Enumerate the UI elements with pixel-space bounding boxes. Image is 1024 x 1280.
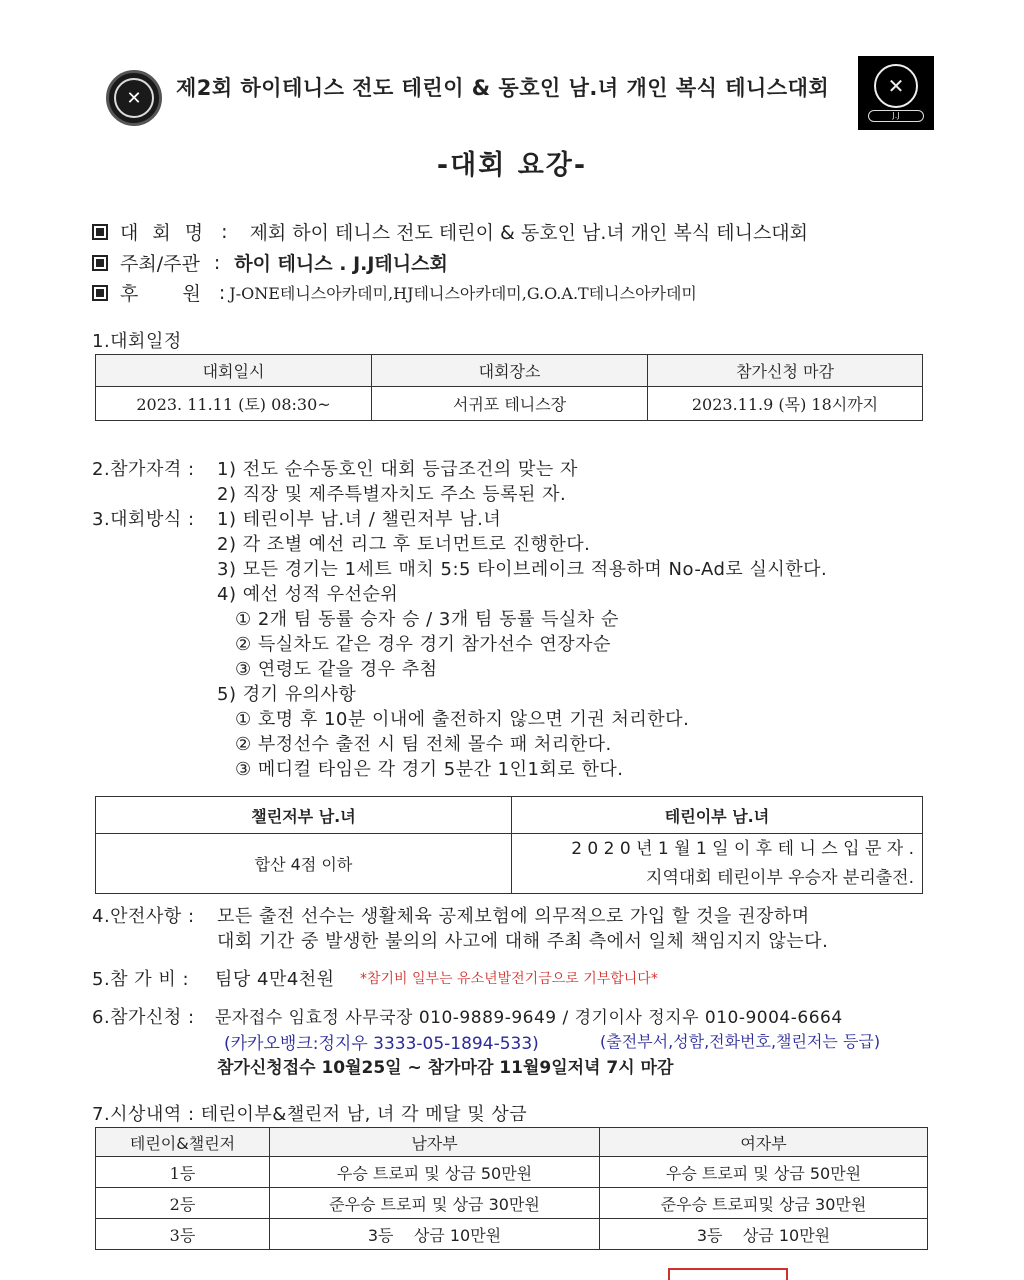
table-cell: 서귀포 테니스장	[372, 387, 648, 421]
table-header-cell: 테린이부 남.녀	[512, 797, 923, 834]
table-cell: 3등 상금 10만원	[270, 1219, 600, 1250]
division-criteria-line: 2 0 2 0 년 1 월 1 일 이 후 테 니 스 입 문 자 .	[571, 838, 914, 859]
list-item: 2) 각 조별 예선 리그 후 토너먼트로 진행한다.	[217, 534, 591, 555]
apply-required-info: (출전부서,성함,전화번호,챌린저는 등급)	[600, 1032, 881, 1051]
info-row-name: 대 회 명 : 제회 하이 테니스 전도 테린이 & 동호인 남.녀 개인 복식 테니스대회	[92, 218, 808, 245]
table-header-cell: 참가신청 마감	[648, 355, 923, 387]
table-header-row	[96, 355, 923, 387]
info-value: J-ONE테니스아카데미,HJ테니스아카데미,G.O.A.T테니스아카데미	[229, 284, 697, 303]
fee-label: 5.참 가 비 :	[92, 969, 190, 990]
table-header-cell: 남자부	[270, 1128, 600, 1157]
qualification-label: 2.참가자격 :	[92, 459, 195, 480]
table-cell: 3등 상금 10만원	[600, 1219, 928, 1250]
table-header-cell: 대회장소	[372, 355, 648, 387]
page-title: 제2회 하이테니스 전도 테린이 & 동호인 남.녀 개인 복식 테니스대회	[176, 76, 830, 100]
safety-text: 대회 기간 중 발생한 불의의 사고에 대해 주최 측에서 일체 책임지지 않는다.	[217, 931, 829, 952]
safety-label: 4.안전사항 :	[92, 906, 195, 927]
info-label: 후 원	[120, 283, 205, 305]
list-item: ① 2개 팀 동률 승자 승 / 3개 팀 동률 득실차 순	[235, 609, 619, 630]
awards-table	[95, 1127, 928, 1250]
list-item: 1) 테린이부 남.녀 / 챌린저부 남.녀	[217, 509, 502, 530]
division-criteria-line: 지역대회 테린이부 우승자 분리출전.	[646, 867, 914, 888]
apply-label: 6.참가신청 :	[92, 1007, 195, 1028]
table-cell: 합산 4점 이하	[96, 834, 512, 894]
table-cell: 우승 트로피 및 상금 50만원	[270, 1157, 600, 1188]
list-item: 5) 경기 유의사항	[217, 684, 357, 705]
table-cell: 3등	[96, 1219, 270, 1250]
info-value: 하이 테니스 . J.J테니스회	[234, 253, 448, 275]
list-item: ② 득실차도 같은 경우 경기 참가선수 연장자순	[235, 634, 611, 655]
table-header-cell: 챌린저부 남.녀	[96, 797, 512, 834]
table-header-cell: 대회일시	[96, 355, 372, 387]
info-label: 주최/주관	[120, 253, 200, 275]
method-label: 3.대회방식 :	[92, 509, 195, 530]
table-cell: 2등	[96, 1188, 270, 1219]
table-row	[96, 387, 923, 421]
bullet-square-icon	[92, 285, 108, 301]
document-subtitle: -대회 요강-	[436, 150, 588, 181]
schedule-heading: 1.대회일정	[92, 331, 182, 352]
fee-value: 팀당 4만4천원	[215, 969, 335, 990]
list-item: ① 호명 후 10분 이내에 출전하지 않으면 기권 처리한다.	[235, 709, 690, 730]
table-header-row	[96, 1128, 928, 1157]
list-item: 4) 예선 성적 우선순위	[217, 584, 399, 605]
tennis-club-emblem-icon: ✕	[106, 70, 162, 126]
fee-note: *참기비 일부는 유소년발전기금으로 기부합니다*	[360, 971, 658, 987]
table-row	[96, 1157, 928, 1188]
apply-bank: (카카오뱅크:정지우 3333-05-1894-533)	[224, 1034, 539, 1054]
list-item: ③ 메디컬 타임은 각 경기 5분간 1인1회로 한다.	[235, 759, 624, 780]
divisions-table	[95, 796, 923, 894]
safety-text: 모든 출전 선수는 생활체육 공제보험에 의무적으로 가입 할 것을 권장하며	[217, 906, 810, 927]
table-row	[96, 1188, 928, 1219]
table-cell: 2023. 11.11 (토) 08:30~	[96, 387, 372, 421]
schedule-table	[95, 354, 923, 421]
info-row-sponsor: 후 원 : J-ONE테니스아카데미,HJ테니스아카데미,G.O.A.T테니스아카데미	[92, 279, 697, 306]
apply-contact: 문자접수 임효정 사무국장 010-9889-9649 / 경기이사 정지우 010-9004-6664	[215, 1008, 843, 1028]
table-cell: 준우승 트로피및 상금 30만원	[600, 1188, 928, 1219]
table-cell: 우승 트로피 및 상금 50만원	[600, 1157, 928, 1188]
table-cell: 2023.11.9 (목) 18시까지	[648, 387, 923, 421]
list-item: 1) 전도 순수동호인 대회 등급조건의 맞는 자	[217, 459, 578, 480]
info-row-host: 주최/주관 : 하이 테니스 . J.J테니스회	[92, 249, 448, 276]
table-header-row	[96, 797, 923, 834]
list-item: 3) 모든 경기는 1세트 매치 5:5 타이브레이크 적용하며 No-Ad로 실시한다.	[217, 559, 828, 580]
awards-heading: 7.시상내역 : 테린이부&챌린저 남, 녀 각 메달 및 상금	[92, 1104, 528, 1125]
apply-deadline: 참가신청접수 10월25일 ~ 참가마감 11월9일저녁 7시 마감	[217, 1058, 674, 1078]
info-value: 제회 하이 테니스 전도 테린이 & 동호인 남.녀 개인 복식 테니스대회	[249, 222, 809, 244]
table-header-cell: 테린이&챌린저	[96, 1128, 270, 1157]
stamp-mark	[668, 1268, 788, 1280]
table-header-cell: 여자부	[600, 1128, 928, 1157]
bullet-square-icon	[92, 224, 108, 240]
table-row	[96, 1219, 928, 1250]
table-cell: 준우승 트로피 및 상금 30만원	[270, 1188, 600, 1219]
list-item: ③ 연령도 같을 경우 추첨	[235, 659, 438, 680]
info-label: 대 회 명	[120, 222, 208, 244]
table-row	[96, 834, 923, 894]
table-cell: 1등	[96, 1157, 270, 1188]
list-item: ② 부정선수 출전 시 팀 전체 몰수 패 처리한다.	[235, 734, 612, 755]
jj-tennis-emblem-icon: ✕ J.J	[858, 56, 934, 130]
table-cell	[512, 834, 923, 894]
list-item: 2) 직장 및 제주특별자치도 주소 등록된 자.	[217, 484, 567, 505]
bullet-square-icon	[92, 255, 108, 271]
